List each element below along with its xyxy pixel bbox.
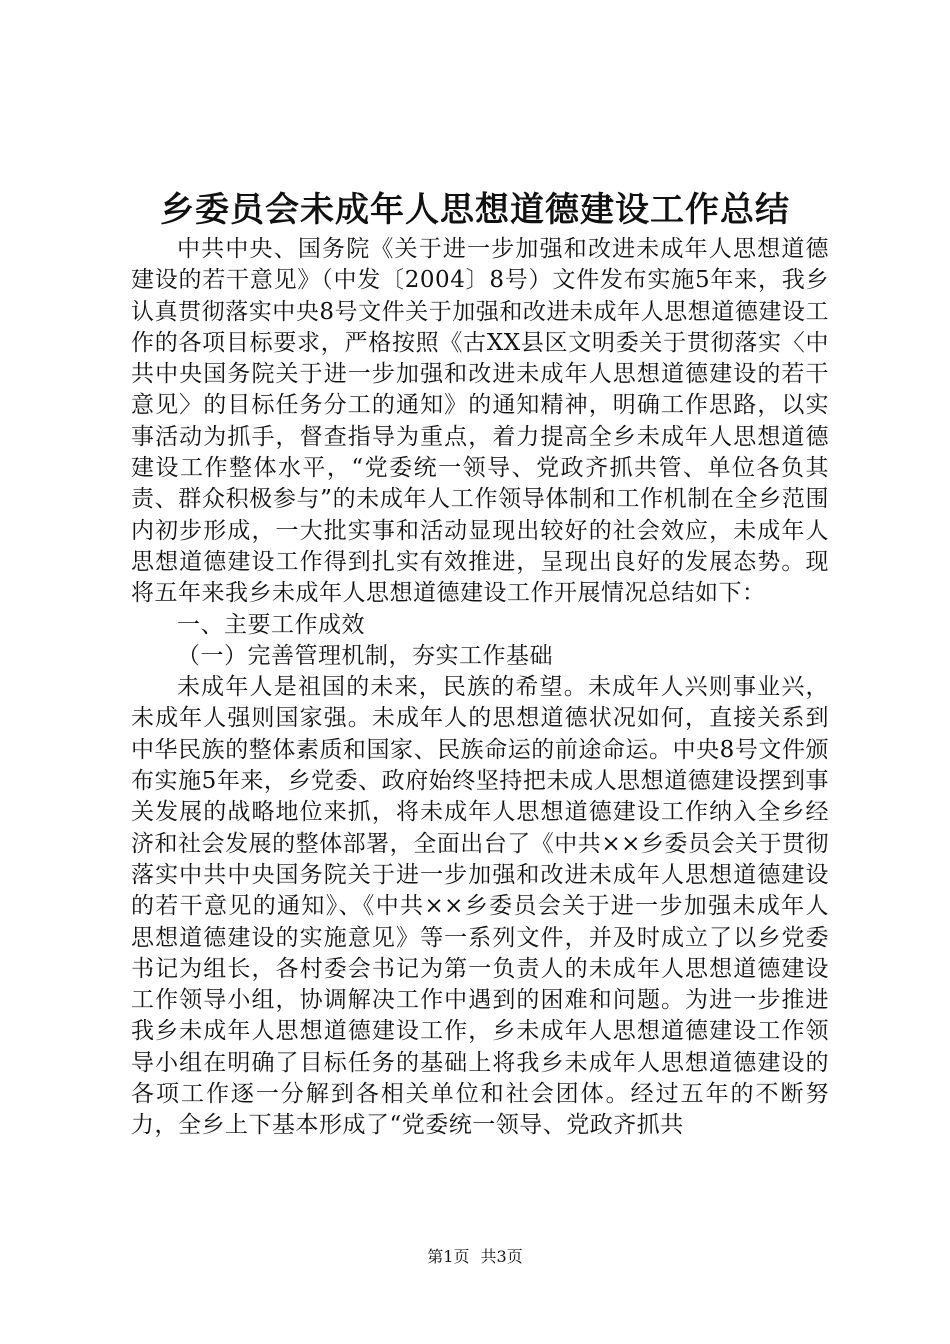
subsection-paragraph: 未成年人是祖国的未来，民族的希望。未成年人兴则事业兴，未成年人强则国家强。未成年人的思想道德状况如何，直接关系到中华民族的整体素质和国家、民族命运的前途命运。中央8号文件颁布实施5年来，乡党委、政府始终坚持把未成人思想道德建设摆到事关发展的战略地位来抓，将未成年人思想道德建设工作纳入全乡经济和社会发展的整体部署，全面出台了《中共××乡委员会关于贯彻落实中共中央国务院关于进一步加强和改进未成年人思想道德建设的若干意见的通知》、《中共××乡委员会关于进一步加强未成年人思想道德建设的实施意见》等一系列文件，并及时成立了以乡党委书记为组长，各村委会书记为第一负责人的未成年人思想道德建设工作领导小组，协调解决工作中遇到的困难和问题。为进一步推进我乡未成年人思想道德建设工作，乡未成年人思想道德建设工作领导小组在明确了目标任务的基础上将我乡未成年人思想道德建设的各项工作逐一分解到各相关单位和社会团体。经过五年的不断努力，全乡上下基本形成了“党委统一领导、党政齐抓共 <box>131 674 829 1139</box>
subsection-heading: （一）完善管理机制，夯实工作基础 <box>177 642 553 669</box>
intro-paragraph: 中共中央、国务院《关于进一步加强和改进未成年人思想道德建设的若干意见》（中发〔2004〕8号）文件发布实施5年来，我乡认真贯彻落实中央8号文件关于加强和改进未成年人思想道德建设工作的各项目标要求，严格按照《古XX县区文明委关于贯彻落实〈中共中央国务院关于进一步加强和改进未成年人思想道德建设的若干意见〉的目标任务分工的通知》的通知精神，明确工作思路，以实事活动为抓手，督查指导为重点，着力提高全乡未成年人思想道德建设工作整体水平，“党委统一领导、党政齐抓共管、单位各负其责、群众积极参与”的未成年人工作领导体制和工作机制在全乡范围内初步形成，一大批实事和活动显现出较好的社会效应，未成年人思想道德建设工作得到扎实有效推进，呈现出良好的发展态势。现将五年来我乡未成年人思想道德建设工作开展情况总结如下： <box>131 236 829 607</box>
document-title: 乡委员会未成年人思想道德建设工作总结 <box>160 190 790 230</box>
section-heading: 一、主要工作成效 <box>177 611 365 638</box>
page-footer <box>0 1244 950 1267</box>
document-body <box>131 234 829 1142</box>
page-number: 第1页 <box>427 1247 470 1266</box>
page-total: 共3页 <box>480 1247 523 1266</box>
